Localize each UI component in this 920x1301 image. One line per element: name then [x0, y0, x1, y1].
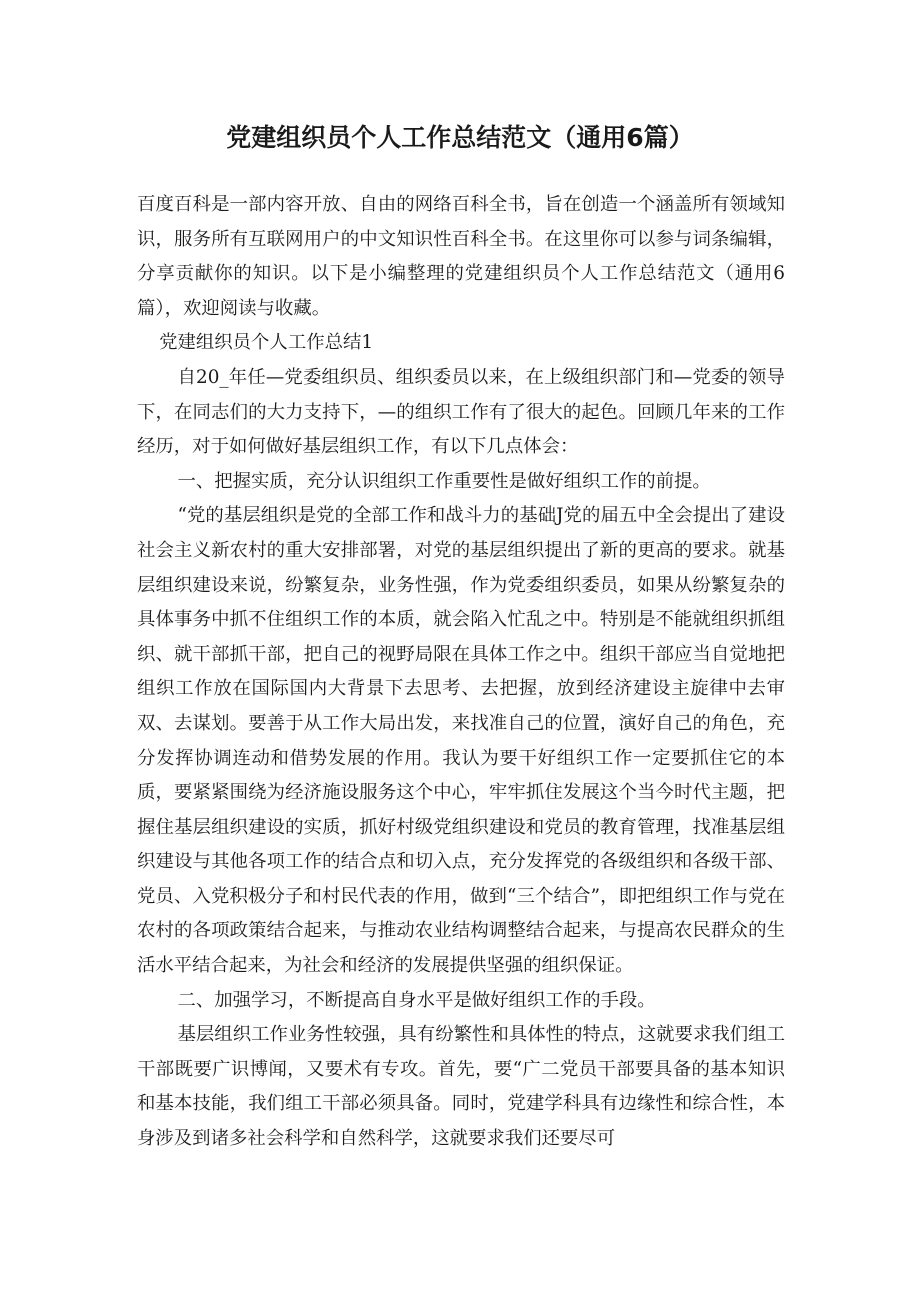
intro-paragraph: 百度百科是一部内容开放、自由的网络百科全书，旨在创造一个涵盖所有领域知识，服务所有互联网用户的中文知识性百科全书。在这里你可以参与词条编辑，分享贡献你的知识。以下是小编整理的党建组织员个人工作总结范文（通用6篇），欢迎阅读与收藏。 — [137, 194, 785, 319]
body-paragraph: 自20_年任—党委组织员、组织委员以来，在上级组织部门和—党委的领导下，在同志们的大力支持下，—的组织工作有了很大的起色。回顾几年来的工作经历，对于如何做好基层组织工作，有以下几点体会： — [137, 366, 785, 458]
body-paragraph: 基层组织工作业务性较强，具有纷繁性和具体性的特点，这就要求我们组工干部既要广识博闻，又要术有专攻。首先，要“广二党员干部要具备的基本知识和基本技能，我们组工干部必须具备。同时，党建学科具有边缘性和综合性，本身涉及到诸多社会科学和自然科学，这就要求我们还要尽可 — [137, 1024, 785, 1150]
body-paragraph: “党的基层组织是党的全部工作和战斗力的基础J党的届五中全会提出了建设社会主义新农村的重大安排部署，对党的基层组织提出了新的更高的要求。就基层组织建设来说，纷繁复杂，业务性强，作为党委组织委员，如果从纷繁复杂的具体事务中抓不住组织工作的本质，就会陷入忙乱之中。特别是不能就组织抓组织、就干部抓干部，把自己的视野局限在具体工作之中。组织干部应当自觉地把组织工作放在国际国内大背景下去思考、去把握，放到经济建设主旋律中去审双、去谋划。要善于从工作大局出发，来找准自己的位置，演好自己的角色，充分发挥协调连动和借势发展的作用。我认为要干好组织工作一定要抓住它的本质，要紧紧围绕为经济施设服务这个中心，牢牢抓住发展这个当今时代主题，把握住基层组织建设的实质，抓好村级党组织建设和党员的教育管理，找准基层组织建设与其他各项工作的结合点和切入点，充分发挥党的各级组织和各级干部、党员、入党积极分子和村民代表的作用，做到“三个结合”，即把组织工作与党在农村的各项政策结合起来，与推动农业结构调整结合起来，与提高农民群众的生活水平结合起来，为社会和经济的发展提供坚强的组织保证。 — [137, 505, 785, 977]
section-heading: 党建组织员个人工作总结1 — [159, 332, 374, 354]
point-heading: 一、把握实质，充分认识组织工作重要性是做好组织工作的前提。 — [177, 470, 711, 492]
document-body — [137, 188, 785, 1157]
point-heading: 二、加强学习，不断提高自身水平是做好组织工作的手段。 — [177, 989, 656, 1011]
document-title: 党建组织员个人工作总结范文（通用6篇） — [226, 123, 694, 152]
